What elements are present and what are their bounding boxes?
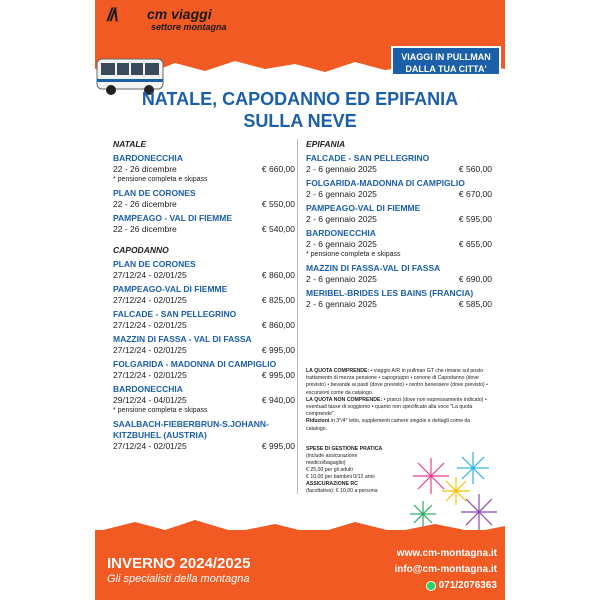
price: € 585,00 xyxy=(458,299,492,309)
price: € 860,00 xyxy=(261,270,295,280)
destination-name: MAZZIN DI FASSA - VAL DI FASSA xyxy=(113,334,252,344)
travel-dates: 27/12/24 - 02/01/25 xyxy=(113,441,187,451)
price-row xyxy=(113,199,295,210)
price-row xyxy=(306,189,492,200)
travel-dates: 22 - 26 dicembre xyxy=(113,199,177,209)
destination-name-cont: KITZBUHEL (AUSTRIA) xyxy=(113,430,207,440)
section-heading-natale: NATALE xyxy=(113,139,147,149)
non-comprende-text: • pranzi (dove non espressamente indicato) • eventuali tasse di soggiorno • quanto non specificato alla voce "La quota comprende". xyxy=(306,396,487,418)
right-column xyxy=(306,139,492,310)
email-link[interactable]: info@cm-montagna.it xyxy=(394,564,497,575)
price: € 690,00 xyxy=(458,274,492,284)
price: € 540,00 xyxy=(261,224,295,234)
travel-dates: 27/12/24 - 02/01/25 xyxy=(113,295,187,305)
spese-line: € 10,00 per bambini 0/12 anni xyxy=(306,474,375,480)
travel-dates: 27/12/24 - 02/01/25 xyxy=(113,345,187,355)
price: € 660,00 xyxy=(261,164,295,174)
epifania-list xyxy=(306,153,492,310)
price-row xyxy=(113,395,295,406)
badge-line-1: VIAGGI IN PULLMAN xyxy=(401,52,491,62)
destination-name: PLAN DE CORONES xyxy=(113,188,196,198)
price-row xyxy=(306,164,492,175)
destination-name: FALCADE - SAN PELLEGRINO xyxy=(306,153,430,163)
price: € 825,00 xyxy=(261,295,295,305)
logo-text: cm viaggi xyxy=(147,6,212,22)
package-note: * pensione completa e skipass xyxy=(306,251,401,258)
assicurazione-text: (facoltativa): € 10,00 a persona xyxy=(306,488,378,494)
travel-dates: 2 - 6 gennaio 2025 xyxy=(306,274,377,284)
travel-dates: 2 - 6 gennaio 2025 xyxy=(306,239,377,249)
destination-name: SAALBACH-FIEBERBRUN-S.JOHANN- xyxy=(113,419,269,429)
destination-name: PLAN DE CORONES xyxy=(113,259,196,269)
price-row xyxy=(113,295,295,306)
section-heading-capodanno: CAPODANNO xyxy=(113,245,169,255)
logo-mark: //\ xyxy=(107,5,117,25)
package-note: * pensione completa e skipass xyxy=(113,176,208,183)
price: € 595,00 xyxy=(458,214,492,224)
natale-list xyxy=(113,153,295,235)
travel-dates: 2 - 6 gennaio 2025 xyxy=(306,299,377,309)
travel-dates: 2 - 6 gennaio 2025 xyxy=(306,189,377,199)
pullman-badge xyxy=(391,46,501,76)
price-row xyxy=(113,164,295,175)
price-row xyxy=(306,299,492,310)
price-row xyxy=(113,320,295,331)
package-note: * pensione completa e skipass xyxy=(113,407,208,414)
destination-name: FALCADE - SAN PELLEGRINO xyxy=(113,309,237,319)
website-link[interactable]: www.cm-montagna.it xyxy=(396,548,497,559)
section-heading-epifania: EPIFANIA xyxy=(306,139,346,149)
destination-name: FOLGARIDA-MADONNA DI CAMPIGLIO xyxy=(306,178,465,188)
travel-dates: 2 - 6 gennaio 2025 xyxy=(306,164,377,174)
destination-name: MERIBEL-BRIDES LES BAINS (FRANCIA) xyxy=(306,288,474,298)
destination-name: FOLGARIDA - MADONNA DI CAMPIGLIO xyxy=(113,359,277,369)
cm-viaggi-logo xyxy=(107,5,227,32)
price-row xyxy=(113,441,295,452)
price-row xyxy=(113,370,295,381)
terms-text xyxy=(306,368,492,433)
travel-dates: 2 - 6 gennaio 2025 xyxy=(306,214,377,224)
price-row xyxy=(306,274,492,285)
riduzioni-text: in 3°/4° letto, supplementi camere singole e dettagli come da catalogo. xyxy=(306,418,471,432)
destination-name: PAMPEAGO-VAL DI FIEMME xyxy=(113,284,228,294)
column-divider xyxy=(297,139,298,494)
destination-name: PAMPEAGO-VAL DI FIEMME xyxy=(306,203,421,213)
price: € 995,00 xyxy=(261,345,295,355)
spese-line: medico/bagaglio) xyxy=(306,460,346,466)
slogan: Gli specialisti della montagna xyxy=(107,573,250,585)
assicurazione-label: ASSICURAZIONE RC xyxy=(306,481,358,487)
phone-line xyxy=(347,578,497,594)
title-line-2: SULLA NEVE xyxy=(243,111,357,131)
destination-name: PAMPEAGO - VAL DI FIEMME xyxy=(113,213,233,223)
price-row xyxy=(113,224,295,235)
title-line-1: NATALE, CAPODANNO ED EPIFANIA xyxy=(141,89,459,109)
price: € 655,00 xyxy=(458,239,492,249)
page-title xyxy=(95,88,505,132)
travel-dates: 27/12/24 - 02/01/25 xyxy=(113,370,187,380)
destination-name: BARDONECCHIA xyxy=(306,228,376,238)
mountain-edge xyxy=(95,518,505,542)
price-row xyxy=(113,345,295,356)
price: € 940,00 xyxy=(261,395,295,405)
left-column xyxy=(113,139,295,452)
travel-dates: 29/12/24 - 04/01/25 xyxy=(113,395,187,405)
fees-text xyxy=(306,446,396,495)
comprende-label: LA QUOTA COMPRENDE: xyxy=(306,368,370,374)
riduzioni-label: Riduzioni xyxy=(306,418,330,425)
price-row xyxy=(306,214,492,225)
flyer xyxy=(95,0,505,600)
phone-number[interactable]: 071/2076363 xyxy=(438,580,497,591)
price-row xyxy=(113,270,295,281)
season-label: INVERNO 2024/2025 xyxy=(107,555,251,572)
travel-dates: 27/12/24 - 02/01/25 xyxy=(113,270,187,280)
spese-line: € 25,00 per gli adulti xyxy=(306,467,353,473)
destination-name: MAZZIN DI FASSA-VAL DI FASSA xyxy=(306,263,441,273)
header-band xyxy=(95,0,505,80)
travel-dates: 22 - 26 dicembre xyxy=(113,164,177,174)
price: € 995,00 xyxy=(261,370,295,380)
travel-dates: 27/12/24 - 02/01/25 xyxy=(113,320,187,330)
spese-label: SPESE DI GESTIONE PRATICA xyxy=(306,446,383,452)
logo-subtext: settore montagna xyxy=(151,22,227,32)
destination-name: BARDONECCHIA xyxy=(113,153,183,163)
price: € 550,00 xyxy=(261,199,295,209)
price: € 670,00 xyxy=(458,189,492,199)
comprende-text: • viaggio A/R in pullman GT che rimane sul posto trattamento di mezza pensione • capogruppo • cenone di Capodanno (dove previsto) • bevande ai pasti (dove previsto) • centro benessere (dove previsto) • escursioni come da catalogo. xyxy=(306,368,488,396)
destination-name: BARDONECCHIA xyxy=(113,384,183,394)
badge-line-2: DALLA TUA CITTA' xyxy=(405,64,487,74)
whatsapp-icon xyxy=(426,581,436,591)
non-comprende-label: LA QUOTA NON COMPRENDE: xyxy=(306,396,383,403)
price: € 995,00 xyxy=(261,441,295,451)
capodanno-list xyxy=(113,259,295,452)
contacts xyxy=(347,546,497,594)
spese-line: (include assicurazione xyxy=(306,453,358,459)
price: € 860,00 xyxy=(261,320,295,330)
price-row xyxy=(306,239,492,250)
travel-dates: 22 - 26 dicembre xyxy=(113,224,177,234)
price: € 560,00 xyxy=(458,164,492,174)
